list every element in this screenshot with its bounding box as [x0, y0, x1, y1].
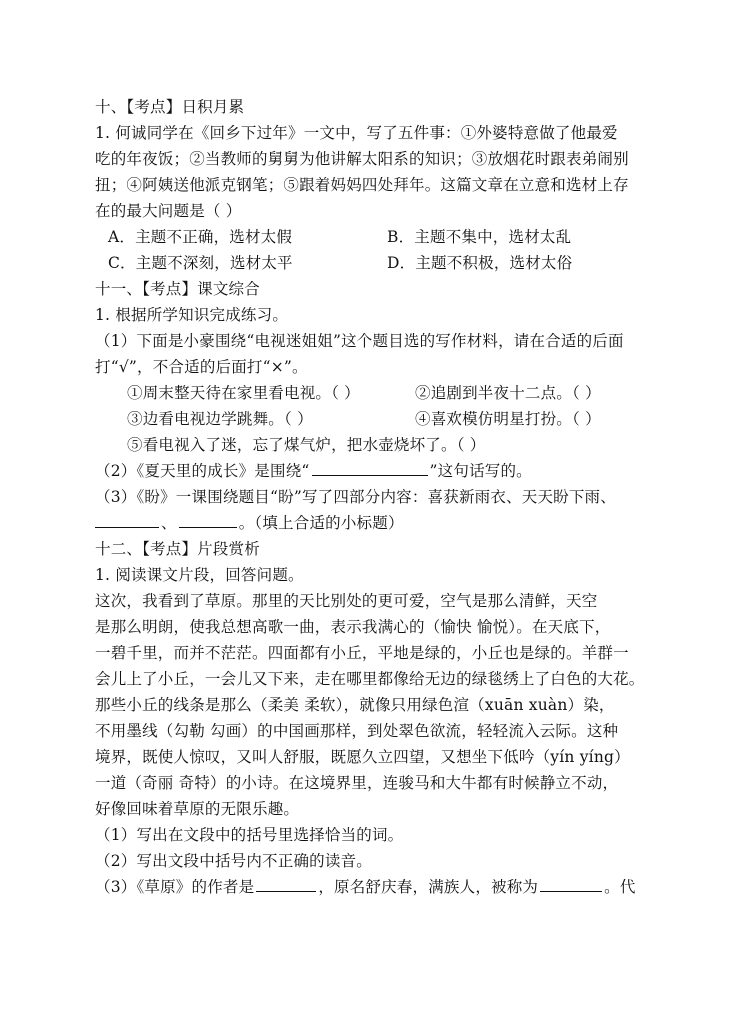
passage-line-1: 这次，我看到了草原。那里的天比别处的更可爱，空气是那么清鲜，天空 [95, 592, 598, 610]
part2-prefix: （2）《夏天里的成长》是围绕“ [95, 462, 310, 480]
section-10-heading: 十、【考点】日积月累 [95, 98, 245, 116]
part3-suffix: 。（填上合适的小标题） [238, 514, 404, 532]
answer-blank[interactable] [540, 876, 602, 892]
q10-1-line1: 1. 何诚同学在《回乡下过年》一文中，写了五件事：①外婆特意做了他最爱 [95, 124, 618, 142]
option-c: C．主题不深刻，选材太平 [108, 254, 293, 272]
option-d: D．主题不积极，选材太俗 [387, 254, 573, 272]
answer-blank[interactable] [179, 512, 237, 528]
q10-1-line4: 在的最大问题是（ ） [95, 202, 242, 220]
q10-1-line3: 扭；④阿姨送他派克钢笔；⑤跟着妈妈四处拜年。这篇文章在立意和选材上存 [95, 176, 629, 194]
passage-line-9: 好像回味着草原的无限乐趣。 [95, 800, 300, 818]
q12-sub2: （2）写出文段中括号内不正确的读音。 [95, 852, 372, 870]
sub3-part-c: 。代 [604, 878, 636, 896]
material-item-1: ①周末整天待在家里看电视。（ ） [127, 384, 360, 402]
section-11-heading: 十一、【考点】课文综合 [95, 280, 260, 298]
q12-sub3 [95, 876, 636, 898]
material-item-2: ②追剧到半夜十二点。（ ） [415, 384, 601, 402]
q10-1-line2: 吃的年夜饭；②当教师的舅舅为他讲解太阳系的知识；③放烟花时跟表弟闹别 [95, 150, 629, 168]
passage-line-6: 不用墨线（勾勒 勾画）的中国画那样，到处翠色欲流，轻轻流入云际。这种 [95, 722, 619, 740]
q11-1-part3-line1: （3）《盼》一课围绕题目“盼”写了四部分内容：喜获新雨衣、天天盼下雨、 [95, 488, 616, 506]
material-item-3: ③边看电视边学跳舞。（ ） [127, 410, 313, 428]
q11-1-part3-line2 [95, 512, 404, 534]
sub3-part-a: （3）《草原》的作者是 [95, 878, 255, 896]
sub3-part-b: ，原名舒庆春，满族人，被称为 [318, 878, 539, 896]
q12-1: 1. 阅读课文片段，回答问题。 [95, 566, 304, 584]
q11-1: 1. 根据所学知识完成练习。 [95, 306, 289, 324]
material-item-4: ④喜欢模仿明星打扮。（ ） [415, 410, 601, 428]
answer-blank[interactable] [256, 876, 316, 892]
part3-separator: 、 [161, 514, 177, 532]
q11-1-part1-line2: 打“√”，不合适的后面打“×”。 [95, 358, 308, 376]
passage-line-3: 一碧千里，而并不茫茫。四面都有小丘，平地是绿的，小丘也是绿的。羊群一 [95, 644, 629, 662]
q11-1-part1-line1: （1）下面是小豪围绕“电视迷姐姐”这个题目选的写作材料，请在合适的后面 [95, 332, 624, 350]
passage-line-5: 那些小丘的线条是那么（柔美 柔软），就像只用绿色渲（xuān xuàn）染， [95, 696, 615, 714]
option-b: B．主题不集中，选材太乱 [387, 228, 572, 246]
q12-sub1: （1）写出在文段中的括号里选择恰当的词。 [95, 826, 404, 844]
answer-blank[interactable] [312, 460, 428, 476]
answer-blank[interactable] [95, 512, 159, 528]
passage-line-2: 是那么明朗，使我总想高歌一曲，表示我满心的（愉快 愉悦）。在天底下， [95, 618, 611, 636]
option-a: A．主题不正确，选材太假 [108, 228, 293, 246]
part2-suffix: ”这句话写的。 [429, 462, 532, 480]
material-item-5: ⑤看电视入了迷，忘了煤气炉，把水壶烧坏了。（ ） [127, 436, 486, 454]
q11-1-part2 [95, 460, 532, 482]
passage-line-8: 一道（奇丽 奇特）的小诗。在这境界里，连骏马和大牛都有时候静立不动， [95, 774, 619, 792]
passage-line-7: 境界，既使人惊叹，又叫人舒服，既愿久立四望，又想坐下低吟（yín yíng） [95, 748, 630, 766]
passage-line-4: 会儿上了小丘，一会儿又下来，走在哪里都像给无边的绿毯绣上了白色的大花。 [95, 670, 645, 688]
section-12-heading: 十二、【考点】片段赏析 [95, 540, 260, 558]
